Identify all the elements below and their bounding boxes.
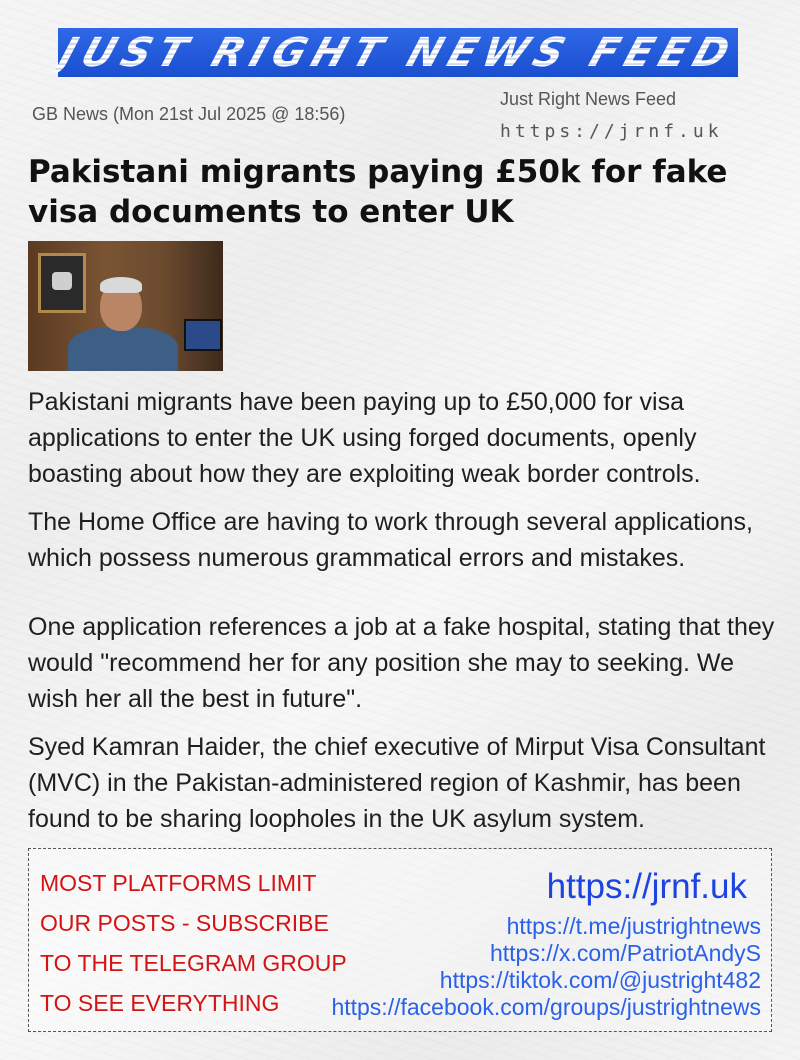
subscribe-callout [40, 863, 347, 1023]
article-photo [28, 241, 223, 371]
banner-title: JUST RIGHT NEWS FEED [53, 29, 743, 76]
callout-line: MOST PLATFORMS LIMIT [40, 870, 317, 896]
telegram-link[interactable]: https://t.me/justrightnews [506, 913, 761, 939]
brand-url[interactable]: https://jrnf.uk [500, 121, 723, 142]
source-dateline: GB News (Mon 21st Jul 2025 @ 18:56) [32, 104, 346, 124]
article-paragraph: One application references a job at a fake hospital, stating that they would "recommend her for any position she may to seeking. We wish her all the best in future". [28, 613, 775, 713]
person-hair [100, 277, 142, 293]
site-banner [53, 28, 743, 77]
social-links [331, 865, 761, 1021]
callout-line: TO THE TELEGRAM GROUP [40, 950, 347, 976]
facebook-link[interactable]: https://facebook.com/groups/justrightnews [331, 994, 761, 1020]
article-paragraph: The Home Office are having to work through several applications, which possess numerous grammatical errors and mistakes. [28, 508, 753, 572]
website-link[interactable]: https://jrnf.uk [546, 867, 747, 906]
x-link[interactable]: https://x.com/PatriotAndyS [489, 940, 761, 966]
person-body [68, 327, 178, 371]
monitor-screen [184, 319, 222, 351]
subscribe-box [28, 848, 772, 1032]
callout-line: OUR POSTS - SUBSCRIBE [40, 910, 329, 936]
wall-plaque [38, 253, 86, 313]
article-paragraph: Pakistani migrants have been paying up to £50,000 for visa applications to enter the UK using forged documents, openly boasting about how they are exploiting weak border controls. [28, 388, 701, 488]
article-headline: Pakistani migrants paying £50k for fake visa documents to enter UK [28, 154, 728, 230]
article-paragraph: Syed Kamran Haider, the chief executive of Mirput Visa Consultant (MVC) in the Pakistan-administered region of Kashmir, has been found to be sharing loopholes in the UK asylum system. [28, 733, 766, 833]
callout-line: TO SEE EVERYTHING [40, 990, 280, 1016]
tiktok-link[interactable]: https://tiktok.com/@justright482 [439, 967, 761, 993]
brand-name: Just Right News Feed [500, 89, 677, 109]
